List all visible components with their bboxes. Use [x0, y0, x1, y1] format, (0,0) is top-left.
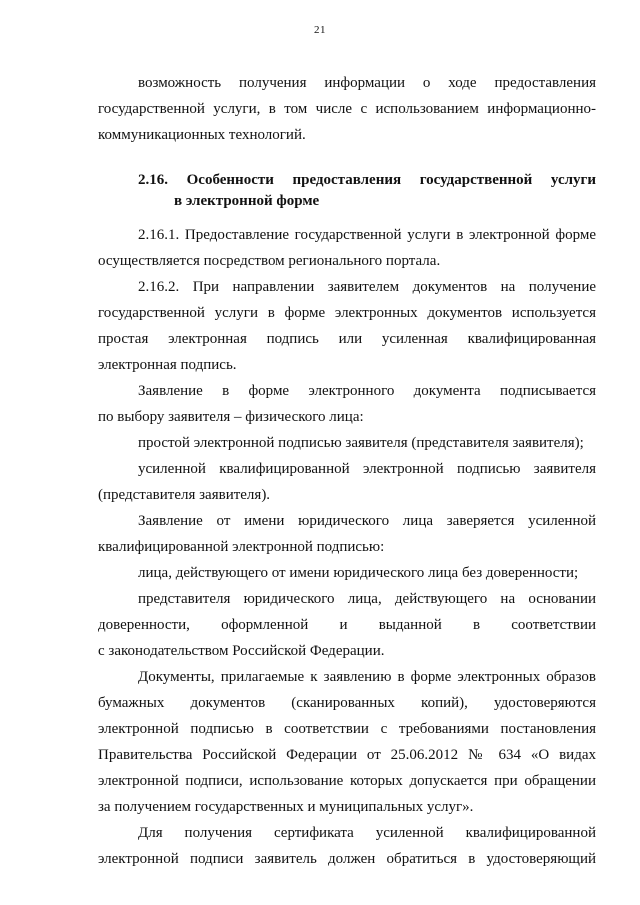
text-line: по выбору заявителя – физического лица: — [98, 409, 364, 425]
text-line: возможность получения информации о ходе предоставления — [138, 75, 596, 91]
text-line: за получением государственных и муниципальных услуг». — [98, 799, 474, 815]
paragraph-representative — [98, 586, 596, 664]
section-heading-line: в электронной форме — [174, 193, 320, 209]
text-line: усиленной квалифицированной электронной подписью заявителя — [138, 461, 596, 477]
paragraph-person-without-poa — [98, 560, 596, 586]
paragraph-2-16-2 — [98, 274, 596, 378]
text-line: лица, действующего от имени юридического лица без доверенности; — [138, 565, 579, 581]
text-line: осуществляется посредством регионального портала. — [98, 253, 441, 269]
section-heading — [98, 170, 596, 212]
text-line: коммуникационных технологий. — [98, 127, 306, 143]
text-line: доверенности, оформленной и выданной в соответствии — [98, 617, 596, 633]
text-line: электронной подписи, использование которых допускается при обращении — [98, 773, 596, 789]
text-line: Заявление в форме электронного документа подписывается — [138, 383, 596, 399]
paragraph-qualified-signature — [98, 456, 596, 508]
text-line: государственной услуги, в том числе с использованием информационно- — [98, 101, 596, 117]
text-line: 2.16.1. Предоставление государственной услуги в электронной форме — [138, 227, 596, 243]
text-line: бумажных документов (сканированных копий), удостоверяются — [98, 695, 596, 711]
text-line: Документы, прилагаемые к заявлению в форме электронных образов — [138, 669, 596, 685]
text-line: Для получения сертификата усиленной квалифицированной — [138, 825, 596, 841]
section-heading-line: 2.16. Особенности предоставления государственной услуги — [138, 172, 596, 188]
text-line: электронная подпись. — [98, 357, 237, 373]
text-line: (представителя заявителя). — [98, 487, 271, 503]
text-line: с законодательством Российской Федерации. — [98, 643, 385, 659]
paragraph-statement-legal-entity — [98, 508, 596, 560]
text-line: квалифицированной электронной подписью: — [98, 539, 385, 555]
text-line: простой электронной подписью заявителя (представителя заявителя); — [138, 435, 584, 451]
text-line: Заявление от имени юридического лица заверяется усиленной — [138, 513, 596, 529]
text-line: государственной услуги в форме электронных документов используется — [98, 305, 596, 321]
paragraph-simple-signature — [98, 430, 596, 456]
page-number: 21 — [314, 24, 326, 36]
paragraph-statement-individual — [98, 378, 596, 430]
intro-paragraph — [98, 70, 596, 148]
text-line: электронной подписи заявитель должен обратиться в удостоверяющий — [98, 851, 596, 867]
page-content — [98, 70, 596, 872]
text-line: представителя юридического лица, действующего на основании — [138, 591, 596, 607]
paragraph-certificate — [98, 820, 596, 872]
text-line: электронной подписью в соответствии с требованиями постановления — [98, 721, 596, 737]
text-line: Правительства Российской Федерации от 25.06.2012 № 634 «О видах — [98, 747, 596, 763]
text-line: 2.16.2. При направлении заявителем документов на получение — [138, 279, 596, 295]
paragraph-2-16-1 — [98, 222, 596, 274]
text-line: простая электронная подпись или усиленная квалифицированная — [98, 331, 596, 347]
paragraph-documents — [98, 664, 596, 820]
